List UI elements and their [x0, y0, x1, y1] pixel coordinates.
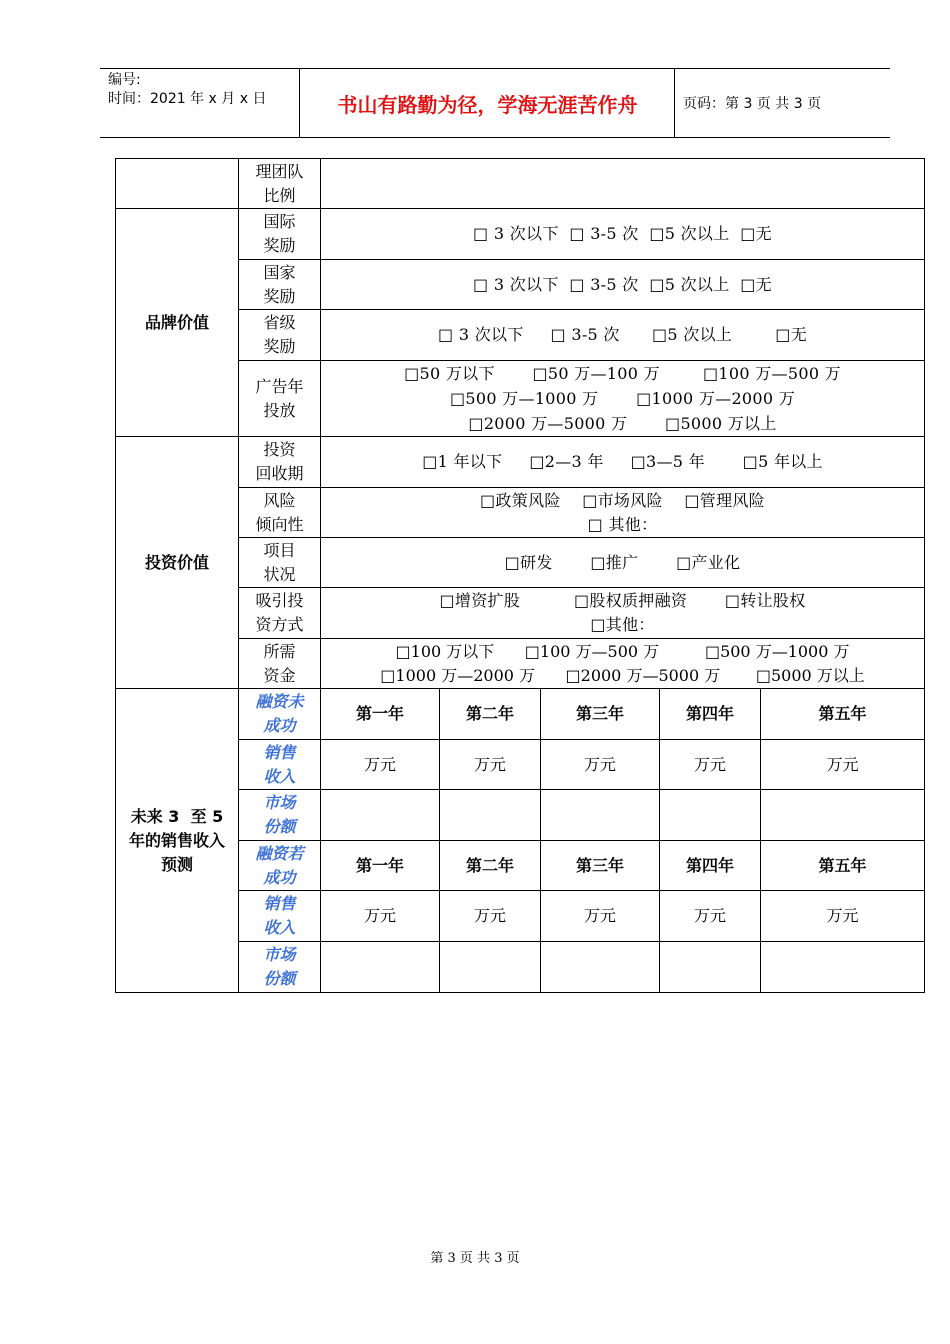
row-label-project-status: 项目 状况 — [239, 538, 321, 588]
row-label-national-award: 国家 奖励 — [239, 260, 321, 310]
intl-award-options[interactable]: □ 3 次以下 □ 3-5 次 □5 次以上 □无 — [321, 209, 925, 260]
share-input-cell[interactable] — [660, 942, 761, 993]
evaluation-form-table — [115, 158, 925, 993]
row-label-risk: 风险 倾向性 — [239, 488, 321, 538]
empty-category-cell — [116, 159, 239, 209]
year-header: 第三年 — [541, 689, 660, 740]
provincial-award-options[interactable]: □ 3 次以下 □ 3-5 次 □5 次以上 □无 — [321, 310, 925, 361]
share-input-cell[interactable] — [440, 790, 541, 841]
year-header: 第五年 — [761, 689, 925, 740]
year-header: 第三年 — [541, 841, 660, 891]
row-label-ad-spend: 广告年 投放 — [239, 361, 321, 437]
risk-options[interactable]: □政策风险 □市场风险 □管理风险 □ 其他： — [321, 488, 925, 538]
label-financing-failed: 融资未 成功 — [239, 689, 321, 740]
project-status-options[interactable]: □研发 □推广 □产业化 — [321, 538, 925, 588]
label-sales-revenue: 销售 收入 — [239, 891, 321, 942]
year-header: 第四年 — [660, 689, 761, 740]
year-header: 第一年 — [321, 689, 440, 740]
sales-input-cell[interactable]: 万元 — [660, 891, 761, 942]
share-input-cell[interactable] — [761, 942, 925, 993]
year-header: 第二年 — [440, 689, 541, 740]
required-funds-options[interactable]: □100 万以下 □100 万—500 万 □500 万—1000 万 □1000 万—2000 万 □2000 万—5000 万 □5000 万以上 — [321, 639, 925, 689]
category-sales-forecast: 未来 3 至 5 年的销售收入 预测 — [116, 689, 239, 993]
share-input-cell[interactable] — [440, 942, 541, 993]
label-market-share: 市场 份额 — [239, 790, 321, 841]
forecast-fail-header-row — [116, 689, 925, 740]
invest-row-payback — [116, 437, 925, 488]
sales-input-cell[interactable]: 万元 — [440, 891, 541, 942]
team-ratio-row — [116, 159, 925, 209]
sales-input-cell[interactable]: 万元 — [321, 891, 440, 942]
row-label-invest-method: 吸引投 资方式 — [239, 588, 321, 639]
year-header: 第二年 — [440, 841, 541, 891]
category-investment-value: 投资价值 — [116, 437, 239, 689]
sales-input-cell[interactable]: 万元 — [541, 740, 660, 790]
document-time-label: 时间：2021 年 x 月 x 日 — [108, 91, 267, 107]
category-brand-value: 品牌价值 — [116, 209, 239, 437]
year-header: 第四年 — [660, 841, 761, 891]
page-footer: 第 3 页 共 3 页 — [430, 1251, 520, 1266]
sales-input-cell[interactable]: 万元 — [761, 740, 925, 790]
share-input-cell[interactable] — [541, 942, 660, 993]
share-input-cell[interactable] — [321, 790, 440, 841]
invest-method-options[interactable]: □增资扩股 □股权质押融资 □转让股权 □其他： — [321, 588, 925, 639]
sales-input-cell[interactable]: 万元 — [660, 740, 761, 790]
sales-input-cell[interactable]: 万元 — [761, 891, 925, 942]
row-label-intl-award: 国际 奖励 — [239, 209, 321, 260]
share-input-cell[interactable] — [761, 790, 925, 841]
year-header: 第五年 — [761, 841, 925, 891]
label-financing-succeeded: 融资若 成功 — [239, 841, 321, 891]
label-market-share: 市场 份额 — [239, 942, 321, 993]
team-ratio-value-cell[interactable] — [321, 159, 925, 209]
header-page-number: 页码：第 3 页 共 3 页 — [683, 96, 822, 112]
payback-options[interactable]: □1 年以下 □2—3 年 □3—5 年 □5 年以上 — [321, 437, 925, 488]
row-label-provincial-award: 省级 奖励 — [239, 310, 321, 361]
document-number-label: 编号: — [108, 72, 141, 88]
ad-spend-options[interactable]: □50 万以下 □50 万—100 万 □100 万—500 万 □500 万—1000 万 □1000 万—2000 万 □2000 万—5000 万 □5000 万以上 — [321, 361, 925, 437]
sales-input-cell[interactable]: 万元 — [440, 740, 541, 790]
header-motto: 书山有路勤为径，学海无涯苦作舟 — [301, 69, 675, 137]
page-header — [100, 68, 890, 138]
header-meta — [100, 69, 300, 137]
national-award-options[interactable]: □ 3 次以下 □ 3-5 次 □5 次以上 □无 — [321, 260, 925, 310]
row-label-team-ratio: 理团队 比例 — [239, 159, 321, 209]
row-label-required-funds: 所需 资金 — [239, 639, 321, 689]
brand-row-intl-award — [116, 209, 925, 260]
label-sales-revenue: 销售 收入 — [239, 740, 321, 790]
sales-input-cell[interactable]: 万元 — [541, 891, 660, 942]
row-label-payback: 投资 回收期 — [239, 437, 321, 488]
share-input-cell[interactable] — [541, 790, 660, 841]
year-header: 第一年 — [321, 841, 440, 891]
sales-input-cell[interactable]: 万元 — [321, 740, 440, 790]
share-input-cell[interactable] — [321, 942, 440, 993]
share-input-cell[interactable] — [660, 790, 761, 841]
